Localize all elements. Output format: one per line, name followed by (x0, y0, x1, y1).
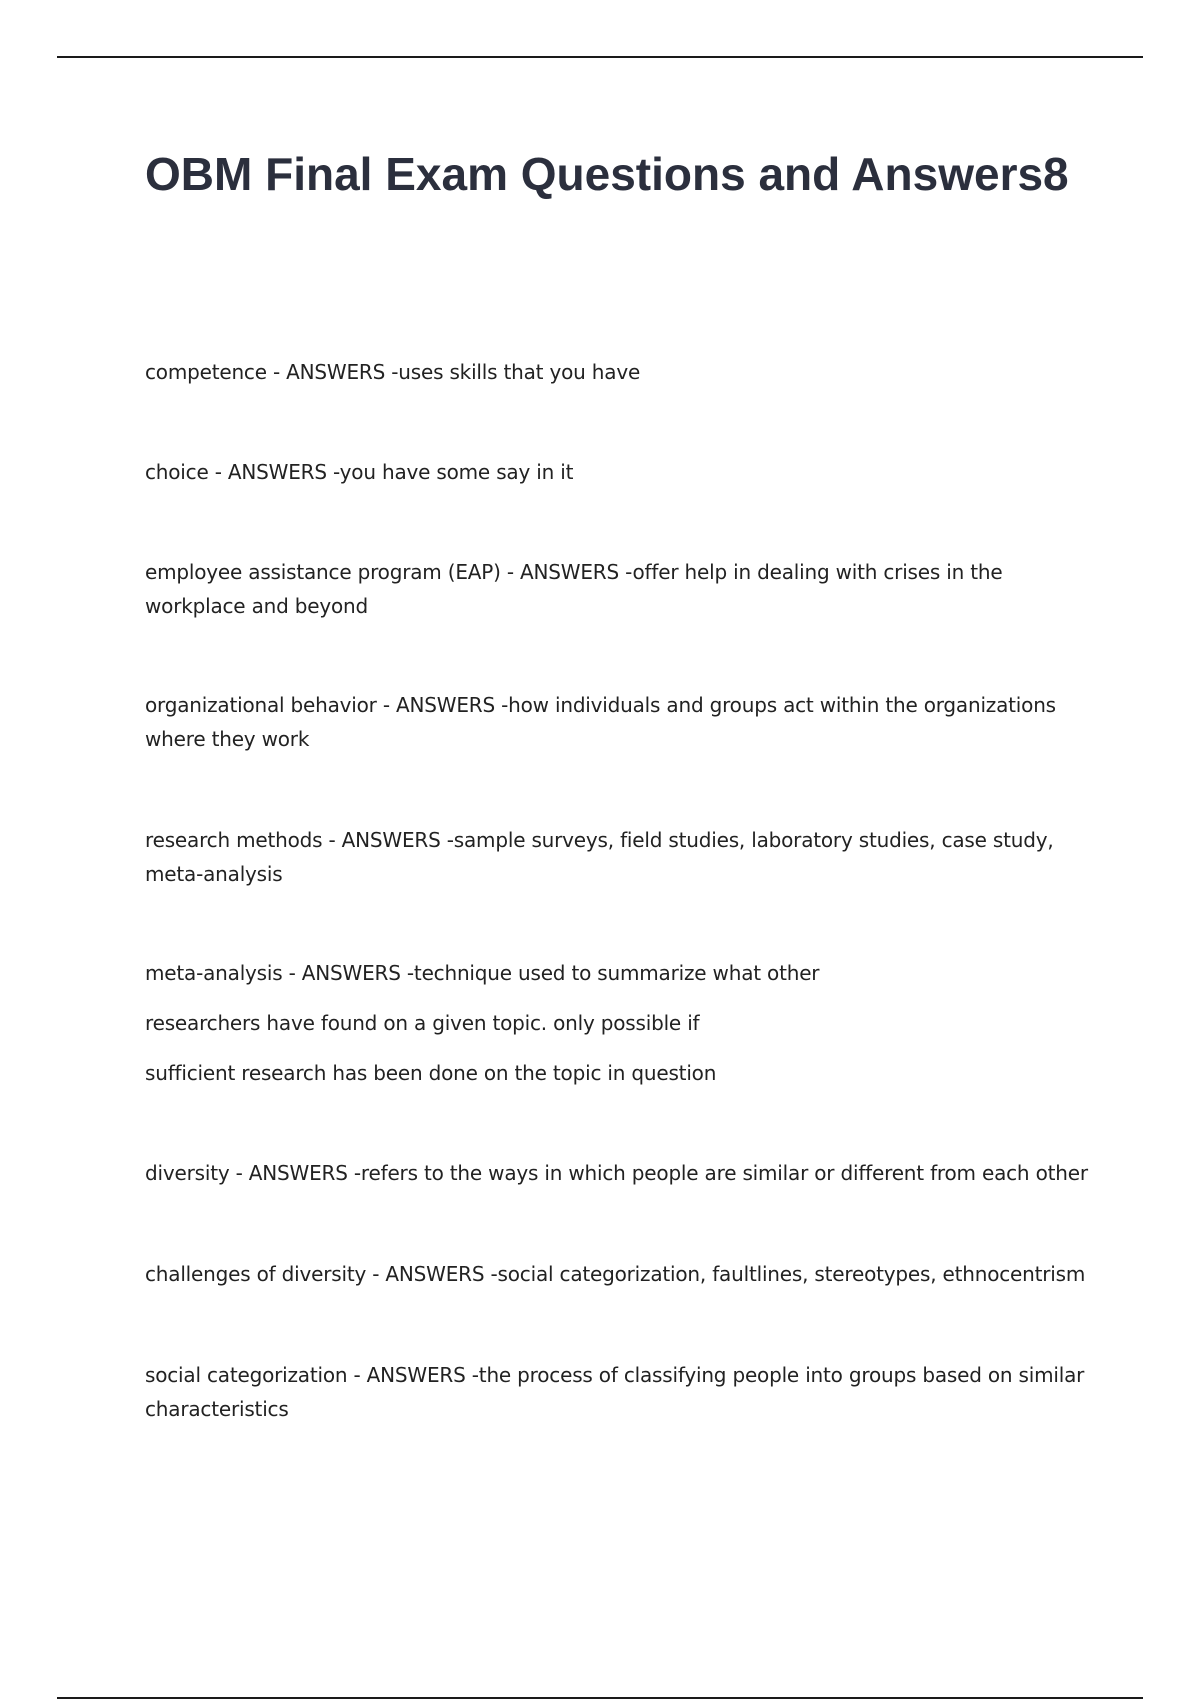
entry-line: organizational behavior - ANSWERS -how individuals and groups act within the organizations (145, 693, 1056, 717)
entry-eap (145, 555, 1085, 623)
entry-challenges-of-diversity (145, 1257, 1085, 1291)
entry-line: social categorization - ANSWERS -the process of classifying people into groups based on similar (145, 1363, 1085, 1387)
entry-line: employee assistance program (EAP) - ANSWERS -offer help in dealing with crises in the (145, 560, 1003, 584)
entry-line: where they work (145, 727, 310, 751)
entry-line: researchers have found on a given topic. only possible if (145, 1011, 700, 1035)
entry-line: workplace and beyond (145, 594, 368, 618)
document-title: OBM Final Exam Questions and Answers8 (145, 148, 1069, 200)
entry-competence (145, 355, 1085, 389)
entry-line: diversity - ANSWERS -refers to the ways in which people are similar or different from each other (145, 1161, 1088, 1185)
entry-line: meta-analysis - ANSWERS -technique used to summarize what other (145, 961, 820, 985)
entry-organizational-behavior (145, 688, 1085, 756)
entry-line: challenges of diversity - ANSWERS -social categorization, faultlines, stereotypes, ethnocentrism (145, 1262, 1086, 1286)
entry-research-methods (145, 823, 1085, 891)
entry-meta-analysis (145, 948, 1085, 1098)
bottom-divider (57, 1697, 1143, 1699)
entry-choice (145, 455, 1085, 489)
entry-line: research methods - ANSWERS -sample surveys, field studies, laboratory studies, case study, (145, 828, 1054, 852)
entry-line: competence - ANSWERS -uses skills that you have (145, 360, 641, 384)
entry-line: sufficient research has been done on the topic in question (145, 1061, 717, 1085)
entry-line: meta-analysis (145, 862, 283, 886)
entry-diversity (145, 1156, 1088, 1190)
entry-social-categorization (145, 1358, 1085, 1426)
entry-line: characteristics (145, 1397, 289, 1421)
top-divider (57, 56, 1143, 58)
entry-line: choice - ANSWERS -you have some say in it (145, 460, 574, 484)
